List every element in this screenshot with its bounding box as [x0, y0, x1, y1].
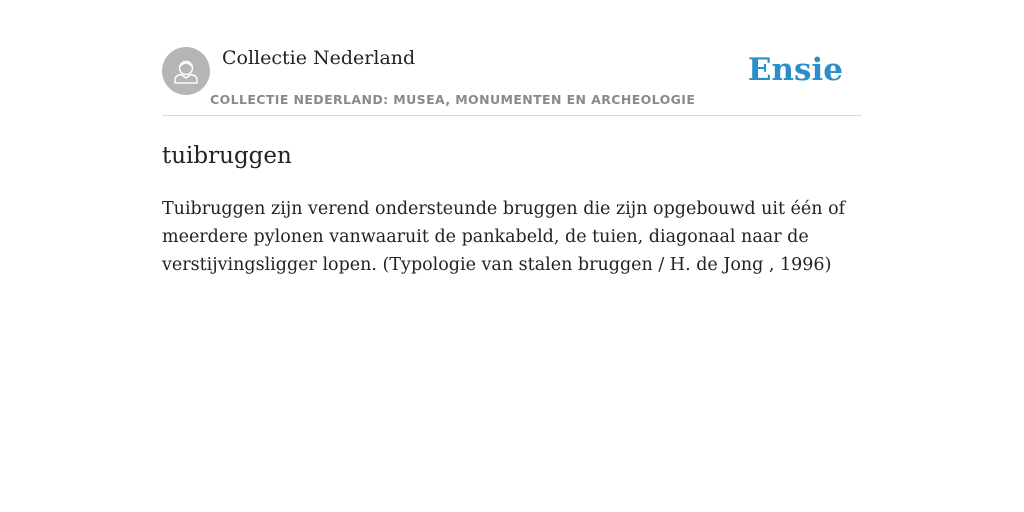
user-avatar-icon — [162, 47, 210, 95]
page-title: tuibruggen — [162, 143, 292, 169]
content-container — [162, 46, 862, 279]
avatar[interactable] — [162, 47, 210, 95]
author-subtitle: COLLECTIE NEDERLAND: MUSEA, MONUMENTEN EN ARCHEOLOGIE — [210, 92, 696, 107]
author-name[interactable]: Collectie Nederland — [222, 47, 416, 69]
definition-text: Tuibruggen zijn verend ondersteunde bruggen die zijn opgebouwd uit één of meerdere pylonen vanwaaruit de pankabeld, de tuien, diagonaal naar de verstijvingsligger lopen. (Typologie van stalen bruggen / H. de Jong , 1996) — [162, 199, 846, 275]
brand-logo[interactable]: Ensie — [747, 52, 843, 88]
header — [162, 46, 862, 116]
